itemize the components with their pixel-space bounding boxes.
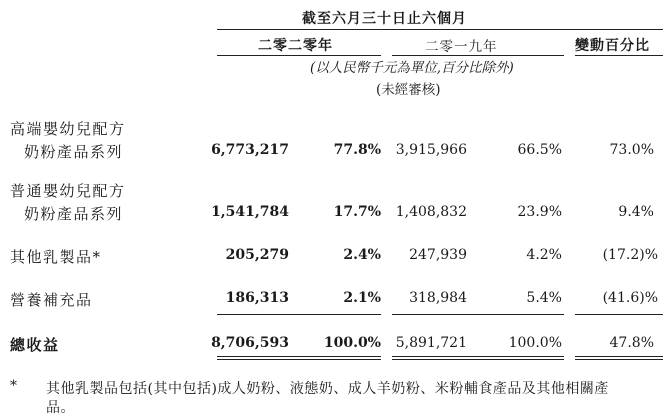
year-2019-heading: 二零一九年	[425, 39, 498, 55]
subtotal-rule	[575, 314, 663, 315]
total-value-2019: 5,891,721	[395, 335, 467, 351]
row-label-line1: 普通嬰幼兒配方	[10, 182, 126, 200]
row-label-line2: 奶粉產品系列	[24, 143, 124, 161]
value-2019: 3,915,966	[395, 142, 467, 158]
subtotal-rule	[217, 314, 381, 315]
change-pct: (41.6)%	[602, 290, 658, 306]
total-double-rule	[392, 356, 564, 360]
row-label-line1: 高端嬰幼兒配方	[10, 120, 126, 138]
period-underline	[217, 29, 663, 30]
value-2019: 247,939	[409, 247, 467, 263]
footnote-line1: 其他乳製品包括(其中包括)成人奶粉、液態奶、成人羊奶粉、米粉輔食產品及其他相關產	[46, 381, 609, 397]
value-2019: 1,408,832	[395, 204, 467, 220]
total-change-pct: 47.8%	[609, 335, 654, 351]
pct-2019: 4.2%	[526, 247, 562, 263]
change-pct: 9.4%	[618, 204, 654, 220]
total-label: 總收益	[10, 336, 60, 354]
value-2020: 205,279	[225, 247, 289, 263]
total-double-rule	[575, 356, 663, 360]
value-2020: 1,541,784	[211, 204, 289, 220]
total-pct-2019: 100.0%	[508, 335, 562, 351]
footnote-line2: 品。	[46, 400, 75, 416]
total-pct-2020: 100.0%	[323, 335, 381, 351]
pct-2019: 5.4%	[526, 290, 562, 306]
pct-2020: 2.4%	[343, 247, 381, 263]
change-underline	[575, 55, 663, 56]
pct-2020: 17.7%	[333, 204, 381, 220]
pct-2020: 2.1%	[343, 290, 381, 306]
value-2020: 186,313	[225, 290, 289, 306]
total-value-2020: 8,706,593	[211, 335, 289, 351]
audit-note: (未經審核)	[376, 82, 441, 98]
unit-note: (以人民幣千元為單位,百分比除外)	[310, 60, 514, 76]
value-2019: 318,984	[409, 290, 467, 306]
year-2020-heading: 二零二零年	[258, 38, 333, 54]
change-heading: 變動百分比	[575, 38, 650, 54]
subtotal-rule	[392, 314, 564, 315]
pct-2019: 66.5%	[517, 142, 562, 158]
change-pct: 73.0%	[609, 142, 654, 158]
change-pct: (17.2)%	[602, 247, 658, 263]
row-label-line1: 營養補充品	[10, 291, 93, 309]
row-label-line1: 其他乳製品*	[10, 248, 102, 266]
row-label-line2: 奶粉產品系列	[24, 205, 124, 223]
period-heading: 截至六月三十日止六個月	[302, 11, 467, 27]
total-double-rule	[217, 356, 381, 360]
value-2020: 6,773,217	[211, 142, 289, 158]
pct-2019: 23.9%	[517, 204, 562, 220]
footnote-marker: *	[10, 378, 18, 394]
pct-2020: 77.8%	[333, 142, 381, 158]
